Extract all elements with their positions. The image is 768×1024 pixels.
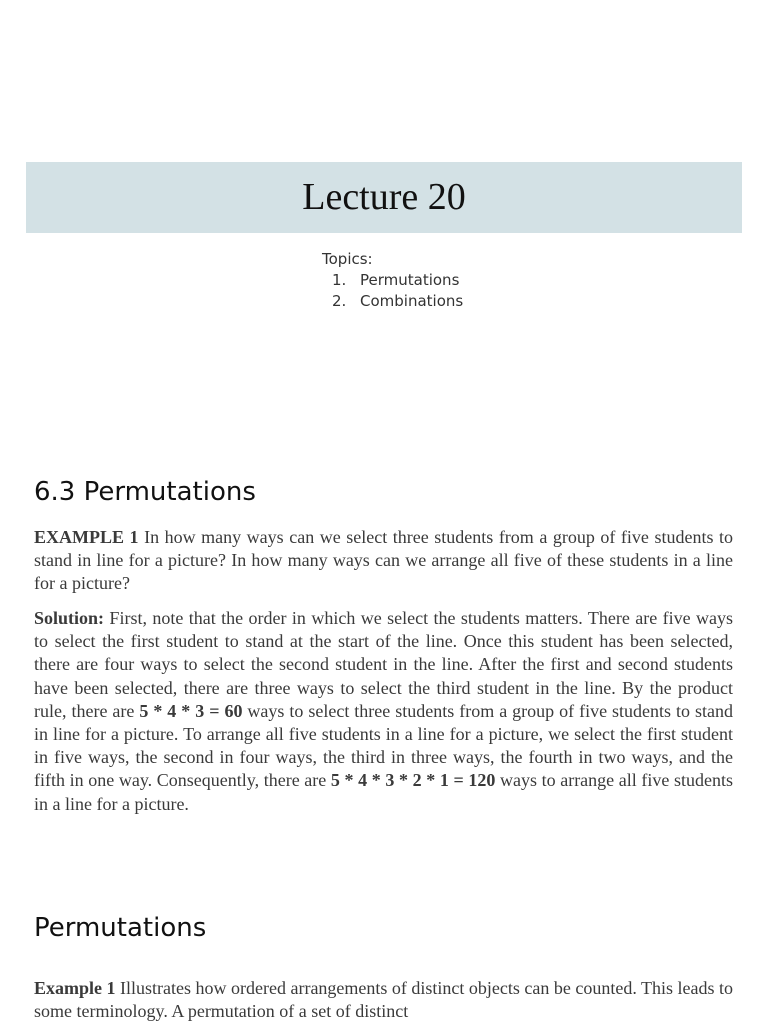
permutations-intro-paragraph	[34, 977, 733, 1023]
topic-item-permutations	[322, 270, 463, 291]
solution-expression-2: 5 * 4 * 3 * 2 * 1 = 120	[330, 770, 496, 791]
section-heading-6-3-permutations: 6.3 Permutations	[34, 477, 256, 507]
lecture-title: Lecture 20	[302, 176, 466, 218]
topics-list	[322, 270, 463, 312]
solution-paragraph	[34, 607, 733, 816]
solution-expression-1: 5 * 4 * 3 = 60	[139, 700, 243, 721]
topic-item-combinations	[322, 291, 463, 312]
example-text: In how many ways can we select three students from a group of five students to stand in line for a picture? In how many ways can we arrange all five of these students in a line for a picture?	[34, 527, 733, 594]
topic-label: Permutations	[360, 271, 460, 289]
example-1-paragraph	[34, 526, 733, 596]
example-label: EXAMPLE 1	[34, 527, 139, 547]
solution-label: Solution:	[34, 608, 105, 628]
solution-text-2: ways to select three students from a group of five students to stand in line for a picture. To arrange all five students in a line for a picture, we select the first student in five ways, the second in four ways, the third in three ways, the fourth in two ways, and the fifth in one way. Consequently, there are	[34, 700, 733, 791]
topic-number: 2.	[332, 292, 347, 310]
solution-text-3: ways to arrange all five students in a line for a picture.	[34, 770, 733, 814]
intro-text: Illustrates how ordered arrangements of distinct objects can be counted. This leads to some terminology. A permutation of a set of distinct	[34, 978, 733, 1022]
topics-label: Topics:	[322, 250, 373, 268]
section-heading-permutations: Permutations	[34, 913, 207, 943]
topics-block	[322, 249, 463, 312]
lecture-title-band	[26, 162, 742, 233]
solution-text-1: First, note that the order in which we select the students matters. There are five ways to select the first student to stand at the start of the line. Once this student has been selected, there are four ways to select the second student in the line. After the first and second students have been selected, there are three ways to select the third student in the line. By the product rule, there are	[34, 608, 733, 721]
topic-number: 1.	[332, 271, 347, 289]
topic-label: Combinations	[360, 292, 464, 310]
intro-example-label: Example 1	[34, 978, 116, 998]
